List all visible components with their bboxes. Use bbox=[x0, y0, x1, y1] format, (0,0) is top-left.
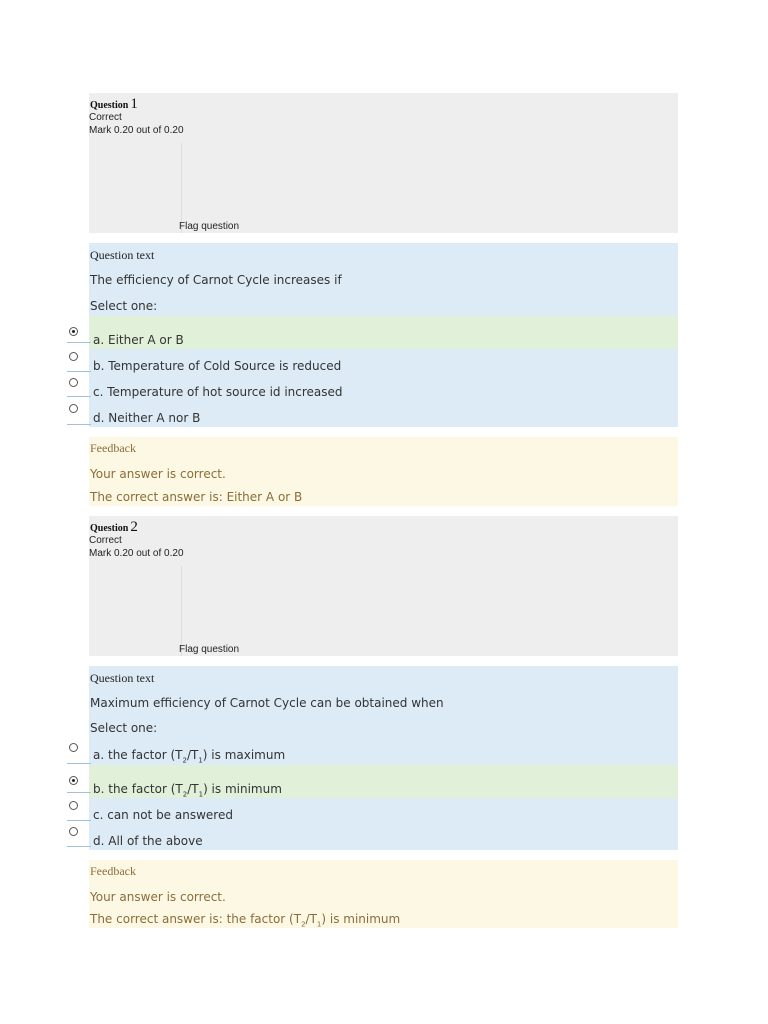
question-2-text-label: Question text bbox=[90, 671, 155, 685]
question-1-number: Question 1 bbox=[90, 96, 138, 112]
question-1-text-block bbox=[89, 243, 678, 316]
radio-underline bbox=[67, 342, 91, 343]
question-1-feedback-correct: Your answer is correct. bbox=[90, 467, 226, 481]
radio-underline bbox=[67, 792, 91, 793]
question-2-flag-link[interactable]: Flag question bbox=[179, 644, 240, 655]
question-1-divider bbox=[181, 143, 182, 233]
question-2-option-a-radio[interactable] bbox=[69, 743, 78, 752]
question-1-option-b-label[interactable]: b. Temperature of Cold Source is reduced bbox=[93, 359, 342, 373]
question-1-state: Correct bbox=[89, 112, 122, 123]
question-1-flag-link[interactable]: Flag question bbox=[179, 221, 240, 232]
radio-underline bbox=[67, 763, 91, 764]
radio-underline bbox=[67, 396, 91, 397]
question-2-feedback-label: Feedback bbox=[90, 864, 136, 878]
question-2-feedback-answer: The correct answer is: the factor $(T_2/T_1)$ is minimum bbox=[90, 912, 401, 929]
question-1-option-c-label[interactable]: c. Temperature of hot source id increased bbox=[93, 385, 343, 399]
question-2-option-b-radio[interactable] bbox=[69, 776, 78, 785]
radio-underline bbox=[67, 424, 91, 425]
question-1-feedback-answer: The correct answer is: Either A or B bbox=[90, 490, 303, 504]
question-2-option-d-radio[interactable] bbox=[69, 827, 78, 836]
question-2-state: Correct bbox=[89, 535, 122, 546]
question-1-feedback-label: Feedback bbox=[90, 441, 136, 455]
question-2-feedback-correct: Your answer is correct. bbox=[90, 890, 226, 904]
question-1-option-a-label[interactable]: a. Either A or B bbox=[93, 333, 184, 347]
question-1-select-one: Select one: bbox=[90, 299, 158, 313]
question-1-info bbox=[89, 93, 678, 233]
radio-underline bbox=[67, 371, 91, 372]
question-2-info bbox=[89, 516, 678, 656]
question-1-option-d-label[interactable]: d. Neither A nor B bbox=[93, 411, 201, 425]
question-2-option-a-label[interactable]: a. the factor $(T_2/T_1)$ is maximum bbox=[93, 748, 286, 765]
question-1-grade: Mark 0.20 out of 0.20 bbox=[89, 125, 184, 136]
question-1-option-a-radio[interactable] bbox=[69, 327, 78, 336]
question-2-divider bbox=[181, 566, 182, 656]
question-2-option-c-label[interactable]: c. can not be answered bbox=[93, 808, 233, 822]
radio-underline bbox=[67, 846, 91, 847]
question-2-option-c-radio[interactable] bbox=[69, 801, 78, 810]
question-2-option-d-label[interactable]: d. All of the above bbox=[93, 834, 203, 848]
question-2-select-one: Select one: bbox=[90, 721, 158, 735]
question-2-option-b-label[interactable]: b. the factor $(T_2/T_1)$ is minimum bbox=[93, 782, 282, 799]
question-2-number: Question 2 bbox=[90, 519, 138, 535]
question-1-option-b-radio[interactable] bbox=[69, 352, 78, 361]
question-1-text-label: Question text bbox=[90, 248, 155, 262]
radio-underline bbox=[67, 820, 91, 821]
question-2-grade: Mark 0.20 out of 0.20 bbox=[89, 548, 184, 559]
question-1-prompt: The efficiency of Carnot Cycle increases if bbox=[90, 273, 342, 287]
question-1-option-d-radio[interactable] bbox=[69, 404, 78, 413]
question-2-prompt: Maximum efficiency of Carnot Cycle can be obtained when bbox=[90, 696, 444, 710]
question-1-feedback bbox=[89, 437, 678, 506]
question-2-feedback bbox=[89, 860, 678, 928]
question-1-option-c-radio[interactable] bbox=[69, 378, 78, 387]
